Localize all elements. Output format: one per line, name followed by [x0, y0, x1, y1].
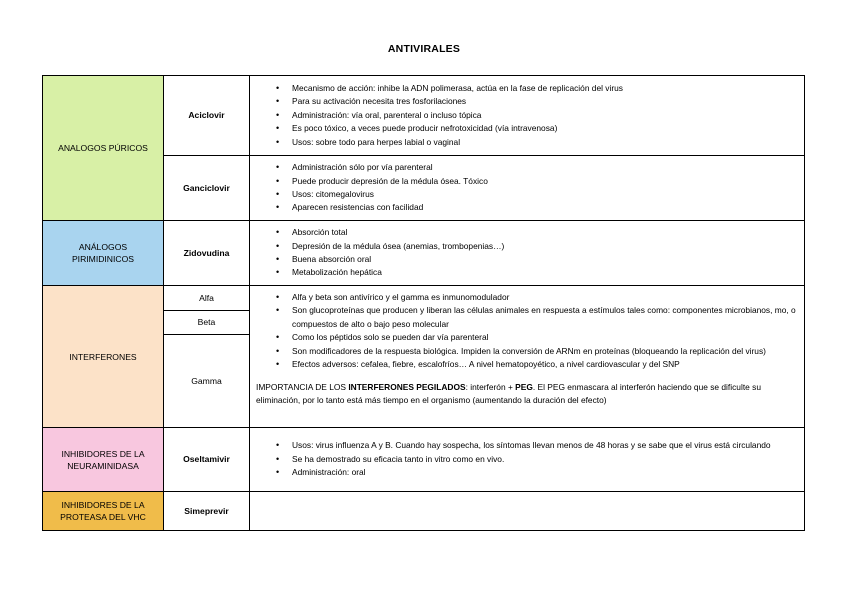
table-row: [43, 286, 805, 311]
table-row: [43, 76, 805, 156]
category-label: INTERFERONES: [69, 351, 137, 362]
bullet-list: [256, 161, 798, 215]
description-cell: [250, 428, 805, 492]
category-cell-purinicos: [43, 76, 164, 221]
drug-cell-ganciclovir: [164, 156, 250, 221]
drug-name: Gamma: [191, 375, 222, 386]
category-label: INHIBIDORES DE LA PROTEASA DEL VHC: [60, 500, 146, 522]
drug-name: Beta: [197, 317, 216, 327]
list-item: • Alfa y beta son antivírico y el gamma es inmunomodulador: [292, 291, 798, 304]
list-item: • Usos: virus influenza A y B. Cuando hay sospecha, los síntomas llevan menos de 48 horas y se sabe que el virus está circulando: [292, 439, 798, 452]
drug-cell-zidovudina: [164, 221, 250, 286]
drug-name: Simeprevir: [184, 505, 229, 516]
list-item: • Mecanismo de acción: inhibe la ADN polimerasa, actúa en la fase de replicación del virus: [292, 82, 798, 95]
category-label: ANÁLOGOS PIRIMIDINICOS: [71, 242, 135, 264]
list-item: • Absorción total: [292, 226, 798, 239]
interferon-type-alfa: [164, 286, 250, 311]
list-item: • Administración: oral: [292, 466, 798, 479]
bullet-list: [256, 226, 798, 280]
list-item: • Son glucoproteínas que producen y liberan las células animales en respuesta a estímulos tales como: componentes microbianos, mo, o compuestos de alto o bajo peso molecular: [292, 304, 798, 331]
description-cell: [250, 492, 805, 531]
note-text: . El PEG enmascara al interferón haciendo que se dificulte su eliminación, por lo tanto está más tiempo en el organismo (aumentando la duración del efecto): [256, 382, 761, 406]
bullet-list: [256, 439, 798, 479]
drug-name: Oseltamivir: [183, 454, 230, 464]
interferones-pegilados-note: [256, 381, 798, 407]
category-label: INHIBIDORES DE LA NEURAMINIDASA: [61, 448, 145, 471]
drug-cell-oseltamivir: [164, 428, 250, 492]
note-bold: PEG: [515, 382, 533, 393]
category-cell-pirimidinicos: [43, 221, 164, 286]
category-cell-neuraminidasa: [43, 428, 164, 492]
description-cell: [250, 76, 805, 156]
table-row: [43, 492, 805, 531]
bullet-list: [256, 82, 798, 149]
list-item: • Efectos adversos: cefalea, fiebre, escalofríos… A nivel hematopoyético, a nivel cardiovascular y del SNP: [292, 358, 798, 371]
list-item: • Para su activación necesita tres fosforilaciones: [292, 95, 798, 108]
drug-name: Zidovudina: [183, 247, 230, 258]
drug-name: Aciclovir: [188, 110, 225, 120]
drug-name: Alfa: [199, 292, 214, 303]
list-item: • Puede producir depresión de la médula ósea. Tóxico: [292, 175, 798, 188]
bullet-list: [256, 291, 798, 371]
list-item: • Es poco tóxico, a veces puede producir nefrotoxicidad (vía intravenosa): [292, 122, 798, 135]
list-item: • Aparecen resistencias con facilidad: [292, 201, 798, 214]
table-row: [43, 221, 805, 286]
note-bold: INTERFERONES PEGILADOS: [348, 382, 466, 393]
document-title: ANTIVIRALES: [387, 43, 461, 55]
list-item: • Metabolización hepática: [292, 266, 798, 279]
drug-cell-aciclovir: [164, 76, 250, 156]
list-item: • Depresión de la médula ósea (anemias, trombopenias…): [292, 240, 798, 253]
category-cell-interferones: [43, 286, 164, 428]
list-item: • Administración sólo por vía parenteral: [292, 161, 798, 174]
description-cell: [250, 156, 805, 221]
drug-name: Ganciclovir: [183, 182, 230, 193]
antivirales-table: [42, 75, 805, 531]
description-cell: [250, 286, 805, 428]
list-item: • Usos: sobre todo para herpes labial o vaginal: [292, 136, 798, 149]
drug-cell-simeprevir: [164, 492, 250, 531]
list-item: • Buena absorción oral: [292, 253, 798, 266]
interferon-type-beta: [164, 311, 250, 335]
category-cell-proteasa: [43, 492, 164, 531]
category-label: ANALOGOS PÚRICOS: [58, 143, 148, 153]
table-row: [43, 428, 805, 492]
list-item: • Se ha demostrado su eficacia tanto in vitro como en vivo.: [292, 453, 798, 466]
note-text: : interferón +: [465, 382, 516, 393]
list-item: • Son modificadores de la respuesta biológica. Impiden la conversión de ARNm en proteínas (bloqueando la replicación del virus): [292, 345, 798, 358]
interferon-type-gamma: [164, 335, 250, 428]
list-item: • Como los péptidos solo se pueden dar vía parenteral: [292, 331, 798, 344]
description-cell: [250, 221, 805, 286]
note-text: IMPORTANCIA DE LOS: [256, 382, 349, 393]
list-item: • Usos: citomegalovirus: [292, 188, 798, 201]
list-item: • Administración: vía oral, parenteral o incluso tópica: [292, 109, 798, 122]
